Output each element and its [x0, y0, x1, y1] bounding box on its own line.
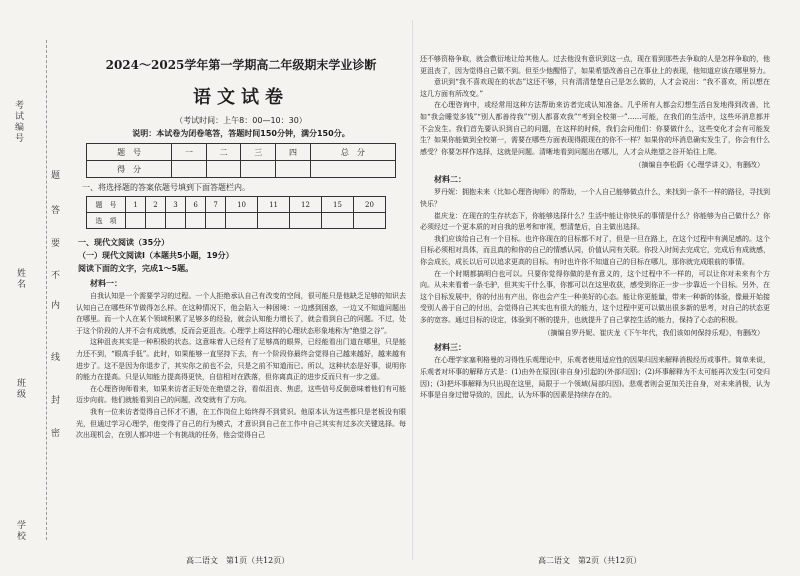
answer-note: 一、将选择题的答案依题号填到下面答题栏内。	[82, 183, 250, 192]
class-label: 班级	[15, 378, 25, 400]
seal-char: 封	[49, 395, 59, 406]
material-label: 材料二：	[434, 175, 466, 185]
answer-cell[interactable]	[290, 213, 322, 229]
left-page	[76, 54, 406, 442]
seal-line	[46, 40, 47, 540]
paragraph: 我们应该给自己有一个目标。也许你现在的目标都不对了，但是一旦在路上，在这个过程中有满足感的。这个目标必须相对具体，而且真的和你的自己的情感认同，价值认同有关联。你投入时间去完成它，完成后有成就感，你会成长，成长以后可以追求更高的目标。有时也许你不知道自己的目标在哪儿，那你就完成眼前的事情。	[420, 234, 770, 266]
seal-char: 要	[49, 238, 59, 249]
score-cell[interactable]	[241, 161, 276, 178]
paragraph: 罗丹妮：拥抱未来（比如心理咨询师）的帮助，一个人自己能够做点什么，来找到一条不一样的路径，寻找到快乐？	[420, 188, 770, 208]
answer-header: 3	[166, 197, 186, 213]
paragraph: 意识到“我不喜欢现在的状态”这还不够，只有清清楚楚自己是怎么做的，人才会说出：“我不喜欢，所以想在这几方面有所改变。”	[420, 78, 770, 98]
paragraph: 在心理咨询师看来，如果来访者正好处在绝望之谷，看似沮丧、焦虑，这些信号反倒意味着他们有可能迈步向前。他们就能看到自己的问题，改变就有了方向。	[76, 384, 406, 405]
page-divider	[412, 20, 413, 560]
score-header: 题 号	[87, 144, 172, 161]
paragraph: 在一个时期都搞明白也可以。只要你觉得你做的是有意义的，这个过程中不一样的，可以让你对未来有个方向。从未来看着一条毛驴，但其实干什么事，你都可以在这里收获，感受到你正一步一步靠近一个目标。另外，在这个目标发展中，你的付出有产出，你也会产生一种美好的心态。能让你更能量，带来一种新的体验，像最开始接受别人善于自己的付出，会觉得自己其实也有很大的能力，这个过程中更可以做出很多新的思考，对自己的状态更多的宽容。通过目标的设定，体验到不断的提升，也就提升了自己掌控生活的能力，保持了心态的积极。	[420, 269, 770, 324]
subject-title: 语文试卷	[193, 87, 289, 108]
answer-header: 6	[186, 197, 206, 213]
paragraph: 自我认知是一个需要学习的过程。一个人拒绝承认自己有改变的空间，很可能只是他缺乏足够的知识去认知自己在哪些环节做得怎么样。在这种情况下，他会陷入一种困境：一边感到困惑，一边又不知道问题出在哪里。而一个人在某个领域积累了足够多的经验，就会认知能力增长了，就会看到自己的问题。不过，处于这个阶段的人并不会有成就感，反而会更沮丧。心理学上将这样的心理状态形象地称为“绝望之谷”。	[76, 292, 406, 335]
answer-header: 12	[290, 197, 322, 213]
exam-title: 2024～2025学年第一学期高二年级期末学业诊断	[105, 58, 377, 72]
score-table	[86, 143, 396, 178]
binding-strip	[0, 0, 70, 576]
reading-instruction: 阅读下面的文字，完成1～5题。	[78, 264, 194, 273]
right-page	[420, 54, 770, 402]
section-heading: 一、现代文阅读（35分）	[78, 238, 170, 247]
source-citation: （摘编自罗丹妮、崔庆龙《下午年代，我们该如何保持乐观》，有删改）	[543, 329, 764, 338]
answer-header: 2	[146, 197, 166, 213]
score-cell[interactable]	[310, 161, 395, 178]
material-label: 材料三：	[434, 343, 466, 353]
seal-char: 线	[49, 352, 59, 363]
name-label: 姓名	[15, 268, 25, 290]
answer-header: 10	[226, 197, 258, 213]
school-label: 学校	[15, 520, 25, 542]
material-label: 材料一：	[90, 279, 122, 288]
seal-char: 答	[49, 205, 59, 216]
subsection-heading: （一）现代文阅读Ⅰ（本题共5小题，19分）	[78, 251, 234, 260]
source-citation: （摘编自李松蔚《心理学讲义》，有删改）	[634, 161, 764, 170]
paragraph: 还不够资格争取，就会敷衍地让给其他人。过去他没有意识到这一点，现在看到那些去争取的人是怎样争取的，他更沮丧了，因为觉得自己做不到。但至少他醒悟了，如果希望改善自己在事业上的表现，他知道应该在哪里努力。	[420, 55, 770, 75]
answer-cell[interactable]	[206, 213, 226, 229]
paragraph: 在心理学家塞利格曼的习得性乐观理论中，乐观者使用适应性的因果归因来解释消极经历或事件。简单来说，乐观者对坏事的解释方式是：(1)由外在原因(非自身)引起的(外部归因)；(2)坏事解释为不太可能再次发生(可变归因)；(3)把坏事解释为只出现在这里，局限于一个领域(局部归因)。悲观者则会更加关注自身，对未来消极，认为坏事是自身过错导致的，因此，认为坏事的因素是持续存在的。	[420, 356, 770, 400]
score-header: 三	[241, 144, 276, 161]
answer-header: 1	[126, 197, 146, 213]
answer-cell[interactable]	[321, 213, 353, 229]
page-footer-right: 高二语文 第2页（共12页）	[538, 556, 642, 565]
paragraph: 我有一位来访者觉得自己怀才不遇，在工作岗位上始终得不到赏识。他原本认为这些都只是老板没有眼光，但通过学习心理学，他变得了自己的行为模式，才意识到自己在工作中自己其实有过多次关键选择。每次出现机会，在别人都冲进一个有挑战的任务，他会觉得自己	[76, 407, 406, 440]
page-footer-left: 高二语文 第1页（共12页）	[186, 556, 290, 565]
answer-cell[interactable]	[353, 213, 385, 229]
answer-table	[86, 196, 386, 229]
answer-cell[interactable]	[146, 213, 166, 229]
answer-header: 20	[353, 197, 385, 213]
score-cell[interactable]	[206, 161, 241, 178]
score-cell[interactable]	[172, 161, 207, 178]
seal-char: 题	[49, 170, 59, 181]
answer-header: 题 号	[87, 197, 126, 213]
answer-cell[interactable]	[166, 213, 186, 229]
exam-time: （考试时间：上午8：00—10：30）	[175, 116, 307, 125]
exam-number-label: 考试编号	[13, 100, 23, 144]
paragraph: 崔庆龙：在现在的生存状态下，你能够选择什么？生活中能让你快乐的事情是什么？你能够为自己做什么？你必须经过一个更本质的对自我的思考和审视，想清楚后，自主做出选择。	[420, 211, 770, 232]
seal-char: 密	[49, 428, 59, 439]
answer-cell[interactable]	[186, 213, 206, 229]
paragraph: 这种沮丧其实是一种积极的状态。这意味着人已经有了足够高的眼界，已经能看出门道在哪里，只是能力还不到，“眼高手低”。此时，如果能够一直坚持下去，有一个阶段你最终会觉得自己越来越好，越来越有进步了。这不是因为你退步了，其实你之前也不会，只是之前不知道而已。所以，这种状态是好事，说明你的能力在提高。只是认知能力提高得更快，自信相对在跌落，但你离真正的进步反而只有一步之遥。	[76, 338, 406, 382]
score-header: 四	[276, 144, 311, 161]
seal-char: 不	[49, 270, 59, 281]
answer-row-label: 选 项	[87, 213, 126, 229]
score-header: 总 分	[310, 144, 395, 161]
score-header: 二	[206, 144, 241, 161]
answer-header: 7	[206, 197, 226, 213]
score-header: 一	[172, 144, 207, 161]
exam-instructions: 说明：本试卷为闭卷笔答，答题时间150分钟，满分150分。	[132, 129, 350, 138]
answer-cell[interactable]	[258, 213, 290, 229]
answer-header: 11	[258, 197, 290, 213]
answer-cell[interactable]	[226, 213, 258, 229]
score-row-label: 得 分	[87, 161, 172, 178]
answer-cell[interactable]	[126, 213, 146, 229]
paragraph: 在心理咨询中，或经常用这种方法帮助来访者完成认知准备。几乎所有人都会幻想生活自发地得到改善，比如“我会睡觉多钱”“别人都善待我”“别人都喜欢我”“考到全校第一”……可能，在我们的生活中，这些坏消息都并不会发生。我们首先要认识到自己的问题，在这样的时候，我们会问他们：你要做什么，这些变化才会有可能发生？如果你能做到全校第一，需要在哪些方面表现得跟现在的你不一样？如果你的坏消息确实发生了，你会有什么感受？你要怎样作选择，这就是问题。清晰地看到问题出在哪儿，人才会从绝望之谷开始往上爬。	[420, 101, 770, 156]
score-cell[interactable]	[276, 161, 311, 178]
seal-char: 内	[49, 300, 59, 311]
answer-header: 15	[321, 197, 353, 213]
